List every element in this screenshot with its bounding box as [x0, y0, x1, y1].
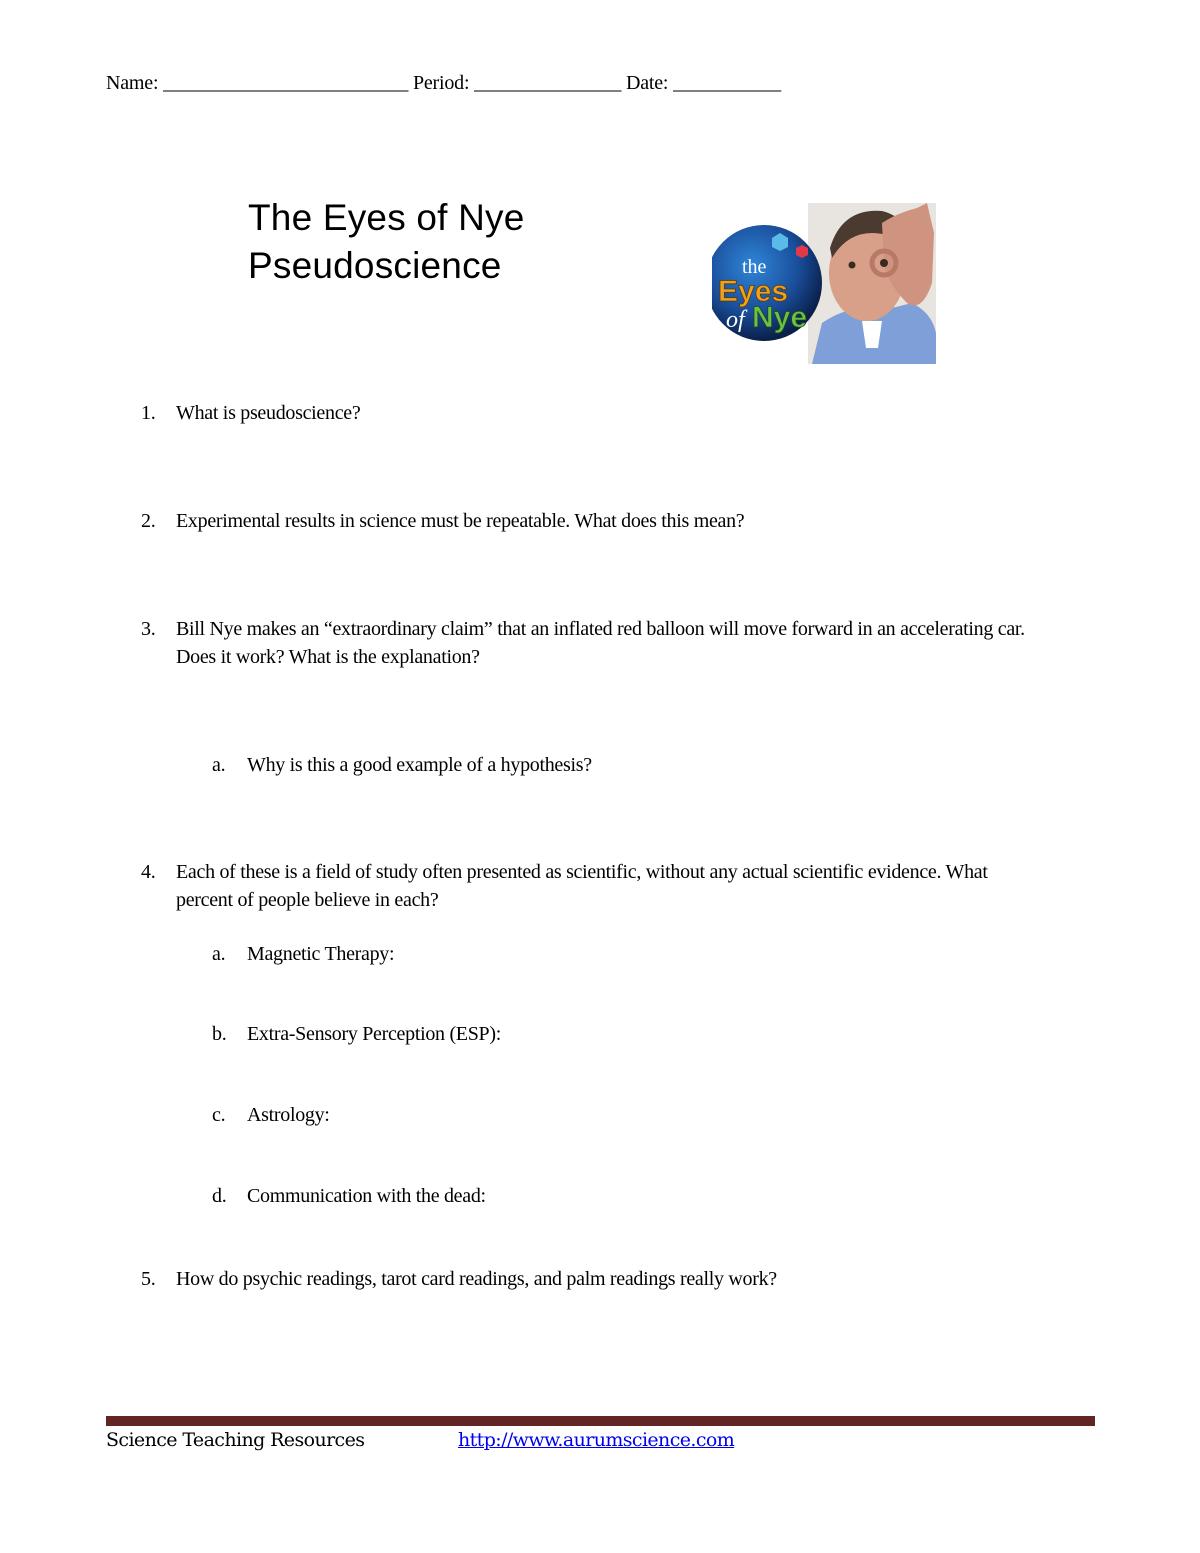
footer-org-name: Science Teaching Resources	[106, 1429, 365, 1451]
eyes-of-nye-logo-image	[712, 203, 936, 364]
svg-text:Nye: Nye	[752, 301, 808, 334]
question-number: 2.	[141, 510, 156, 532]
date-blank[interactable]: ___________	[673, 72, 781, 94]
subquestion-letter: b.	[212, 1023, 227, 1045]
question-number: 3.	[141, 618, 156, 640]
question-text: Each of these is a field of study often presented as scientific, without any actual scientific evidence. What percent of people believe in each?	[176, 861, 988, 911]
svg-text:the: the	[742, 256, 767, 278]
question-text: Experimental results in science must be repeatable. What does this mean?	[176, 510, 745, 532]
subquestion-letter: d.	[212, 1185, 227, 1207]
footer-website-link[interactable]: http://www.aurumscience.com	[458, 1429, 735, 1451]
question-number: 5.	[141, 1268, 156, 1290]
subquestion-text: Magnetic Therapy:	[247, 943, 395, 965]
name-blank[interactable]: _________________________	[163, 72, 409, 94]
question-number: 4.	[141, 861, 156, 883]
svg-text:of: of	[726, 307, 745, 333]
subquestion-letter: c.	[212, 1104, 226, 1126]
subquestion-letter: a.	[212, 754, 226, 776]
title-line-1: The Eyes of Nye	[248, 197, 525, 238]
footer-divider	[106, 1416, 1095, 1426]
question-text: How do psychic readings, tarot card readings, and palm readings really work?	[176, 1268, 777, 1290]
period-blank[interactable]: _______________	[474, 72, 622, 94]
header-fields	[106, 72, 781, 95]
name-label: Name:	[106, 72, 159, 94]
subquestion-text: Extra-Sensory Perception (ESP):	[247, 1023, 501, 1045]
question-text: Bill Nye makes an “extraordinary claim” that an inflated red balloon will move forward in an accelerating car. Does it work? What is the explanation?	[176, 618, 1025, 668]
svg-text:Eyes: Eyes	[718, 275, 789, 308]
subquestion-text: Astrology:	[247, 1104, 330, 1126]
eyes-of-nye-logo-icon	[712, 203, 936, 364]
question-text: What is pseudoscience?	[176, 402, 361, 424]
period-label: Period:	[412, 72, 470, 94]
title-line-2: Pseudoscience	[248, 245, 502, 286]
subquestion-text: Why is this a good example of a hypothesis?	[247, 754, 592, 776]
page-title	[248, 194, 525, 290]
date-label: Date:	[625, 72, 669, 94]
subquestion-letter: a.	[212, 943, 226, 965]
question-number: 1.	[141, 402, 156, 424]
subquestion-text: Communication with the dead:	[247, 1185, 486, 1207]
